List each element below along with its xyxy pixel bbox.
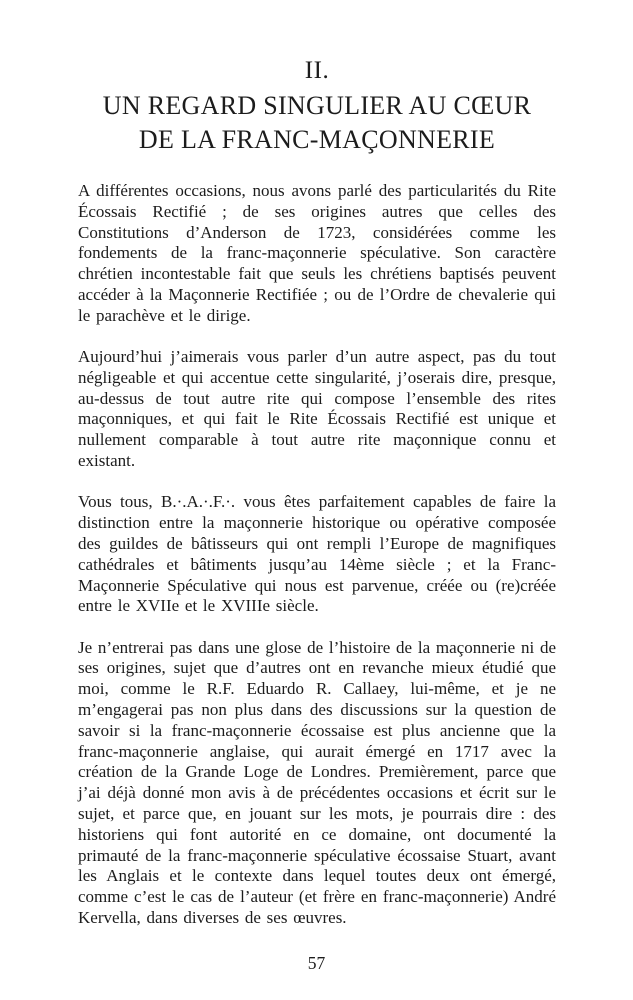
chapter-body: [78, 181, 556, 929]
paragraph-2: Aujourd’hui j’aimerais vous parler d’un autre aspect, pas du tout négligeable et qui accentue cette singularité, j’oserais dire, presque, au-dessus de tout autre rite qui compose l’ensemble des rites maçonniques, et qui fait le Rite Écossais Rectifié est unique et nullement comparable à tout autre rite maçonnique connu et existant.: [78, 347, 556, 471]
paragraph-4: Je n’entrerai pas dans une glose de l’histoire de la maçonnerie ni de ses origines, sujet que d’autres ont en revanche mieux étudié que moi, comme le R.F. Eduardo R. Callaey, lui-même, et je ne m’engagerai pas non plus dans des discussions sur la question de savoir si la franc-maçonnerie écossaise est plus ancienne que la franc-maçonnerie anglaise, qui aurait émergé en 1717 avec la création de la Grande Loge de Londres. Premièrement, parce que j’ai déjà donné mon avis à de précédentes occasions et écrit sur le sujet, et parce que, en jouant sur les mots, je pourrais dire : des historiens qui font autorité en ce domaine, ont documenté la primauté de la franc-maçonnerie spéculative écossaise Stuart, avant les Anglais et le contexte dans lequel toutes deux ont émergé, comme c’est le cas de l’auteur (et frère en franc-maçonnerie) André Kervella, dans diverses de ses œuvres.: [78, 637, 556, 927]
chapter-heading: [78, 56, 556, 157]
paragraph-3: Vous tous, B.·.A.·.F.·. vous êtes parfaitement capables de faire la distinction entre la maçonnerie historique ou opérative composée des guildes de bâtisseurs qui ont rempli l’Europe de magnifiques cathédrales et bâtiments jusqu’au 14ème siècle ; et la Franc-Maçonnerie Spéculative qui nous est parvenue, créée ou (re)créée entre le XVIIe et le XVIIIe siècle.: [78, 492, 556, 616]
chapter-number: II.: [304, 57, 330, 84]
chapter-title-line-2: DE LA FRANC-MAÇONNERIE: [138, 125, 496, 154]
chapter-title-line-1: UN REGARD SINGULIER AU CŒUR: [102, 91, 532, 120]
page-number: 57: [307, 953, 326, 973]
paragraph-1: A différentes occasions, nous avons parlé des particularités du Rite Écossais Rectifié ; de ses origines autres que celles des Constitutions d’Anderson de 1723, considérées comme les fondements de la franc-maçonnerie spéculative. Son caractère chrétien incontestable fait que seuls les chrétiens baptisés peuvent accéder à la Maçonnerie Rectifiée ; ou de l’Ordre de chevalerie qui le parachève et le dirige.: [78, 181, 556, 325]
